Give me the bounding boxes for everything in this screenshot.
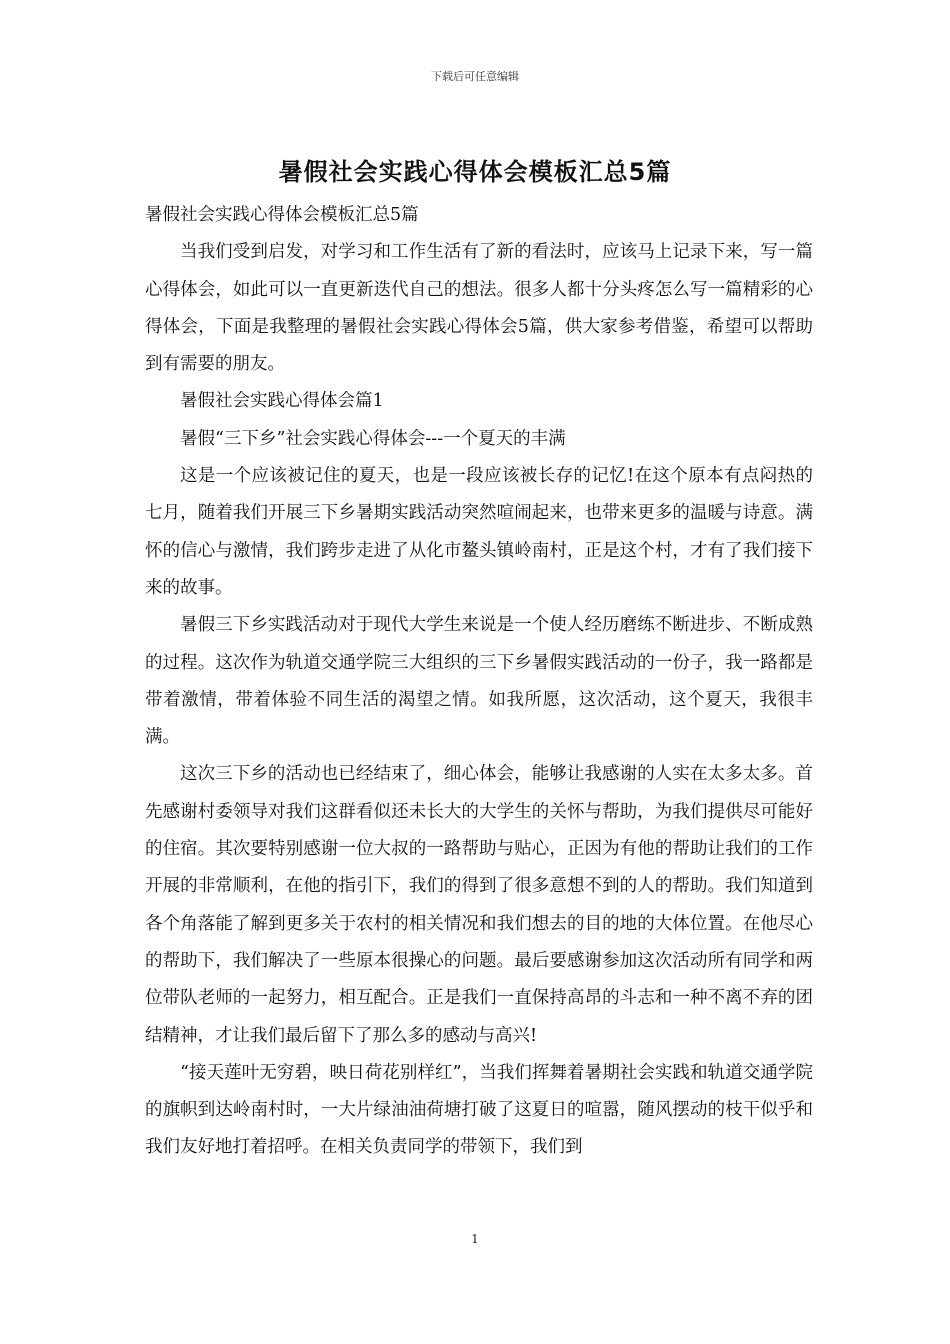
section-subheading: 暑假“三下乡”社会实践心得体会---一个夏天的丰满 <box>180 428 566 449</box>
body-paragraph: “接天莲叶无穷碧，映日荷花别样红”，当我们挥舞着暑期社会实践和轨道交通学院的旗帜到达岭南村时，一大片绿油油荷塘打破了这夏日的喧嚣，随风摆动的枝干似乎和我们友好地打着招呼。在相关负责同学的带领下，我们到 <box>145 1062 813 1158</box>
body-paragraph: 这是一个应该被记住的夏天，也是一段应该被长存的记忆!在这个原本有点闷热的七月，随着我们开展三下乡暑期实践活动突然喧闹起来，也带来更多的温暖与诗意。满怀的信心与激情，我们跨步走进了从化市鳌头镇岭南村，正是这个村，才有了我们接下来的故事。 <box>145 466 813 598</box>
document-title: 暑假社会实践心得体会模板汇总5篇 <box>278 158 672 186</box>
body-paragraph: 这次三下乡的活动也已经结束了，细心体会，能够让我感谢的人实在太多太多。首先感谢村委领导对我们这群看似还未长大的大学生的关怀与帮助，为我们提供尽可能好的住宿。其次要特别感谢一位大叔的一路帮助与贴心，正因为有他的帮助让我们的工作开展的非常顺利，在他的指引下，我们的得到了很多意想不到的人的帮助。我们知道到各个角落能了解到更多关于农村的相关情况和我们想去的目的地的大体位置。在他尽心的帮助下，我们解决了一些原本很操心的问题。最后要感谢参加这次活动所有同学和两位带队老师的一起努力，相互配合。正是我们一直保持高昂的斗志和一种不离不弃的团结精神，才让我们最后留下了那么多的感动与高兴! <box>145 764 813 1046</box>
body-paragraph: 暑假三下乡实践活动对于现代大学生来说是一个使人经历磨练不断进步、不断成熟的过程。这次作为轨道交通学院三大组织的三下乡暑假实践活动的一份子，我一路都是带着激情，带着体验不同生活的渴望之情。如我所愿，这次活动，这个夏天，我很丰满。 <box>145 615 813 748</box>
header-note: 下载后可任意编辑 <box>431 70 519 83</box>
subtitle-paragraph: 暑假社会实践心得体会模板汇总5篇 <box>145 205 419 225</box>
intro-paragraph: 当我们受到启发，对学习和工作生活有了新的看法时，应该马上记录下来，写一篇心得体会，如此可以一直更新迭代自己的想法。很多人都十分头疼怎么写一篇精彩的心得体会，下面是我整理的暑假社会实践心得体会5篇，供大家参考借鉴，希望可以帮助到有需要的朋友。 <box>145 242 813 375</box>
section-heading: 暑假社会实践心得体会篇1 <box>180 391 384 412</box>
page-number: 1 <box>471 1232 479 1246</box>
document-body <box>145 197 813 1167</box>
